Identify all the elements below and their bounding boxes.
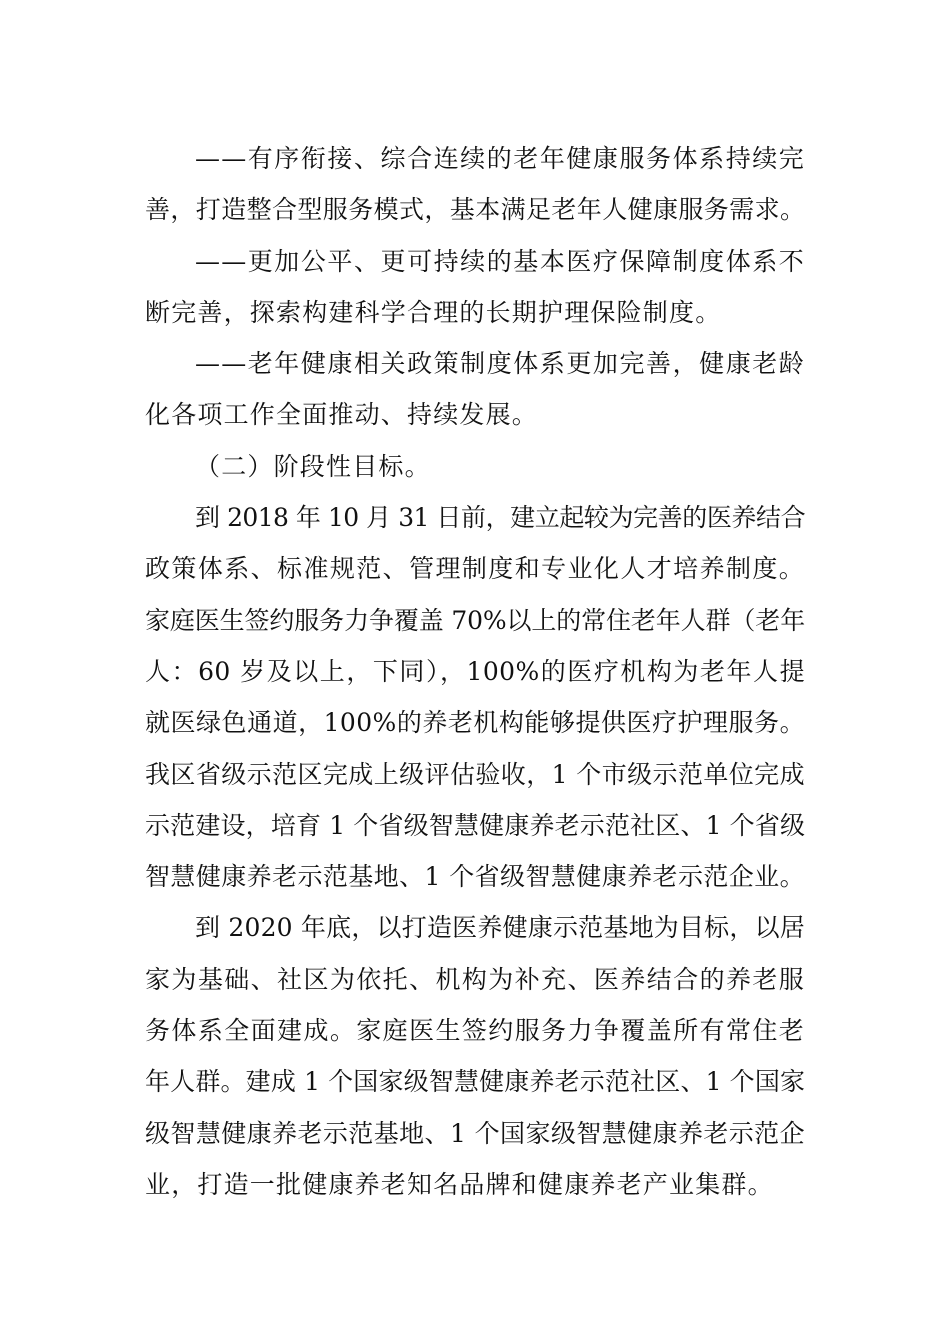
section-heading: （二）阶段性目标。 [195,451,431,481]
text-line: 政策体系、标准规范、管理制度和专业化人才培养制度。 [145,554,805,584]
text-line: 家庭医生签约服务力争覆盖 70%以上的常住老年人群（老年 [145,605,805,635]
text-line: 断完善，探索构建科学合理的长期护理保险制度。 [145,297,722,327]
text-line: 我区省级示范区完成上级评估验收，1 个市级示范单位完成 [145,759,805,789]
text-line: 家为基础、社区为依托、机构为补充、医养结合的养老服 [145,964,805,994]
document-body [145,133,805,1210]
text-line: 人：60 岁及以上，下同），100%的医疗机构为老年人提 [145,656,805,686]
text-line: 年人群。建成 1 个国家级智慧健康养老示范社区、1 个国家 [145,1067,805,1097]
text-line: 级智慧健康养老示范基地、1 个国家级智慧健康养老示范企 [145,1118,805,1148]
text-line: 示范建设，培育 1 个省级智慧健康养老示范社区、1 个省级 [145,810,805,840]
text-line: 到 2018 年 10 月 31 日前，建立起较为完善的医养结合 [195,503,805,533]
text-line: 到 2020 年底，以打造医养健康示范基地为目标，以居 [195,913,805,943]
text-line: 智慧健康养老示范基地、1 个省级智慧健康养老示范企业。 [145,862,805,892]
text-line: ——老年健康相关政策制度体系更加完善，健康老龄 [195,349,805,379]
text-line: 善，打造整合型服务模式，基本满足老年人健康服务需求。 [145,195,806,225]
text-line: 业，打造一批健康养老知名品牌和健康养老产业集群。 [145,1169,774,1199]
text-line: 务体系全面建成。家庭医生签约服务力争覆盖所有常住老 [145,1016,805,1046]
text-line: ——有序衔接、综合连续的老年健康服务体系持续完 [195,144,805,173]
text-line: 就医绿色通道，100%的养老机构能够提供医疗护理服务。 [145,708,805,738]
text-line: ——更加公平、更可持续的基本医疗保障制度体系不 [195,246,805,276]
text-line: 化各项工作全面推动、持续发展。 [145,400,539,430]
